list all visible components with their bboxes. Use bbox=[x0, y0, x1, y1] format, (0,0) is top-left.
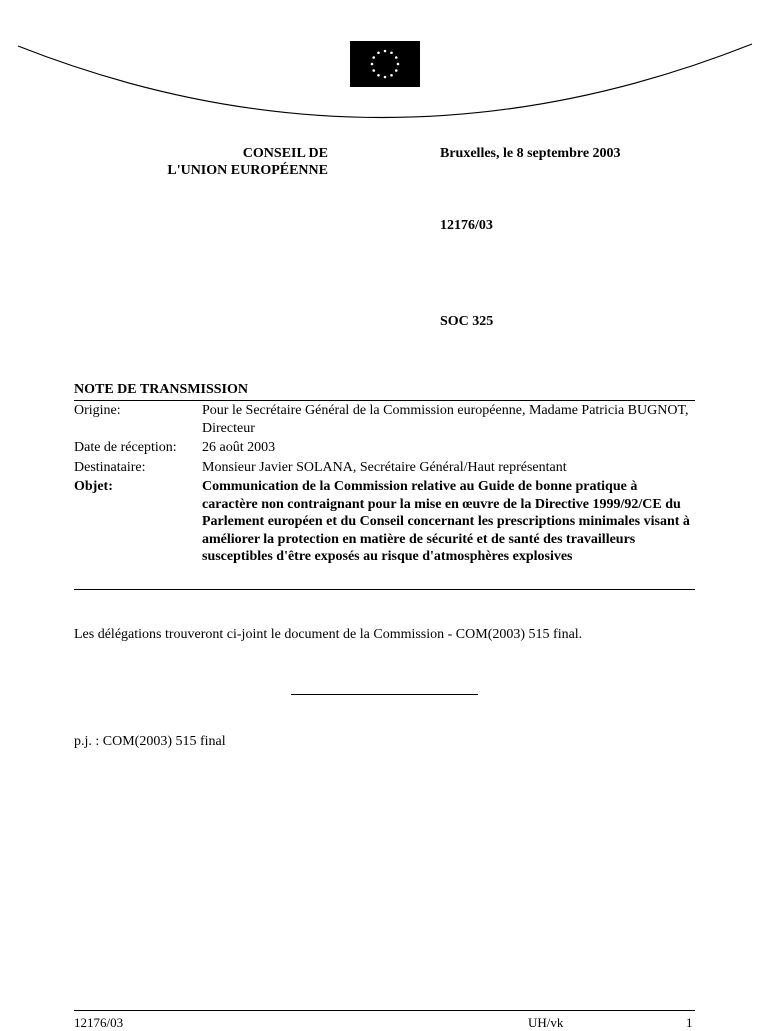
attachment-line: p.j. : COM(2003) 515 final bbox=[74, 734, 226, 749]
council-line-2: L'UNION EUROPÉENNE bbox=[167, 163, 328, 178]
star-icon bbox=[377, 74, 380, 77]
star-icon bbox=[390, 51, 393, 54]
header-curve-emblem bbox=[0, 0, 768, 130]
document-date: Bruxelles, le 8 septembre 2003 bbox=[440, 146, 621, 161]
star-icon bbox=[372, 69, 375, 72]
recipient-label: Destinataire: bbox=[74, 459, 146, 475]
centre-divider bbox=[291, 694, 478, 695]
star-icon bbox=[397, 63, 400, 66]
star-icon bbox=[384, 50, 387, 53]
council-line-1: CONSEIL DE bbox=[242, 146, 328, 161]
council-name bbox=[140, 145, 328, 179]
table-row-date bbox=[74, 438, 695, 458]
footer-initials: UH/vk bbox=[528, 1015, 564, 1030]
note-bottom-rule bbox=[74, 589, 695, 590]
star-icon bbox=[395, 56, 398, 59]
star-icon bbox=[390, 74, 393, 77]
footer-reference: 12176/03 bbox=[74, 1015, 124, 1030]
subject-value: Communication de la Commission relative au Guide de bonne pratique à caractère non contraignant pour la mise en œuvre de la Directive 1999/92/CE du Parlement européen et du Conseil concernant les prescriptions minimales visant à améliorer la protection en matière de sécurité et de santé des travailleurs susceptibles d'être exposés au risque d'atmosphères explosives bbox=[202, 479, 690, 564]
star-icon bbox=[384, 76, 387, 79]
reception-date-value: 26 août 2003 bbox=[202, 440, 276, 455]
note-title: NOTE DE TRANSMISSION bbox=[74, 382, 249, 397]
reception-date-label: Date de réception: bbox=[74, 440, 177, 455]
table-row-recipient bbox=[74, 458, 695, 478]
star-icon bbox=[372, 56, 375, 59]
body-paragraph: Les délégations trouveront ci-joint le document de la Commission - COM(2003) 515 final. bbox=[74, 627, 583, 642]
star-icon bbox=[371, 63, 374, 66]
star-icon bbox=[395, 69, 398, 72]
footer-page-number: 1 bbox=[686, 1015, 693, 1030]
origin-label: Origine: bbox=[74, 403, 121, 418]
origin-value: Pour le Secrétaire Général de la Commission européenne, Madame Patricia BUGNOT, Directeur bbox=[202, 403, 689, 436]
transmission-table bbox=[74, 401, 695, 567]
document-reference: 12176/03 bbox=[440, 218, 493, 233]
star-icon bbox=[377, 51, 380, 54]
table-row-subject bbox=[74, 477, 695, 567]
recipient-value: Monsieur Javier SOLANA, Secrétaire Général/Haut représentant bbox=[202, 459, 567, 475]
subject-label: Objet: bbox=[74, 479, 113, 494]
eu-flag-icon bbox=[350, 41, 420, 87]
footer-rule bbox=[74, 1010, 695, 1011]
table-row-origin bbox=[74, 401, 695, 438]
document-classification: SOC 325 bbox=[440, 314, 494, 329]
